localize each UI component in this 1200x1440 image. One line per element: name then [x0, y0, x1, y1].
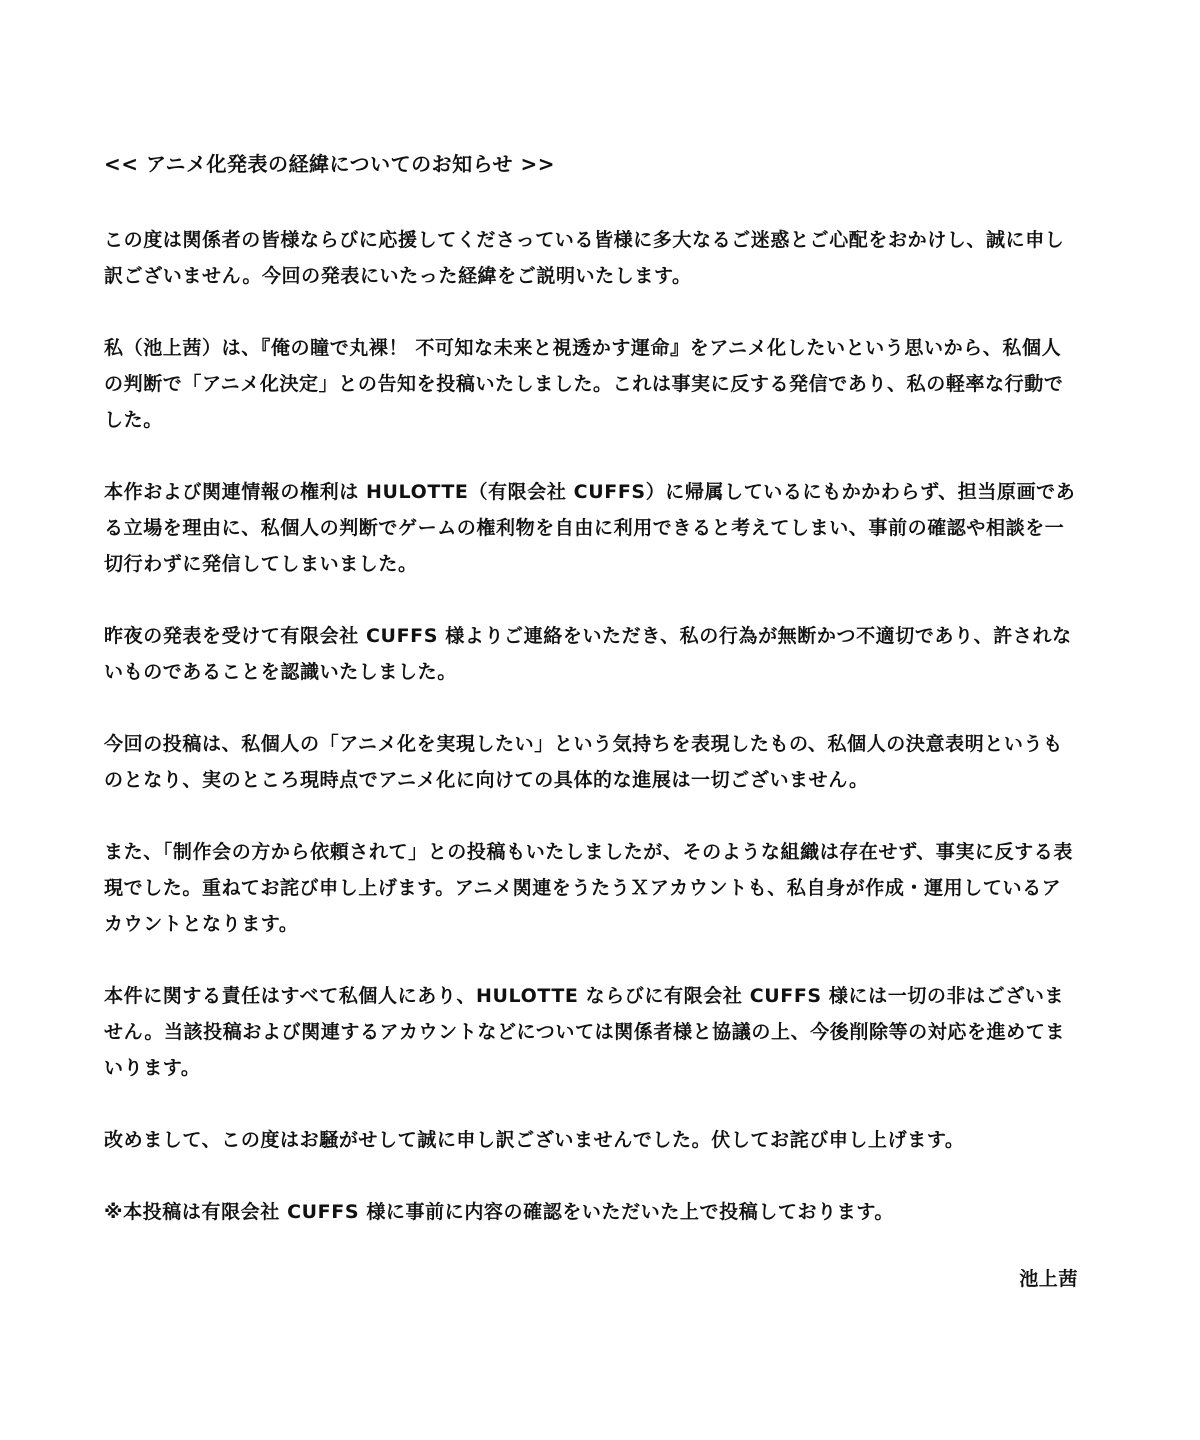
paragraph-rights: 本作および関連情報の権利は HULOTTE（有限会社 CUFFS）に帰属しているにもかかわらず、担当原画である立場を理由に、私個人の判断でゲームの権利物を自由に利用できると考えてしまい、事前の確認や相談を一切行わずに発信してしまいました。 — [104, 481, 1076, 575]
notice-title: << アニメ化発表の経緯についてのお知らせ >> — [104, 152, 555, 176]
paragraph-note: ※本投稿は有限会社 CUFFS 様に事前に内容の確認をいただいた上で投稿しております。 — [104, 1201, 894, 1223]
paragraph-announcement-origin: 私（池上茜）は、『俺の瞳で丸裸！ 不可知な未来と視透かす運命』をアニメ化したいという思いから、私個人の判断で「アニメ化決定」との告知を投稿いたしました。これは事実に反する発信であり、私の軽率な行動でした。 — [104, 337, 1064, 431]
paragraph-intent: 今回の投稿は、私個人の「アニメ化を実現したい」という気持ちを表現したもの、私個人の決意表明というものとなり、実のところ現時点でアニメ化に向けての具体的な進展は一切ございません。 — [104, 733, 1063, 791]
paragraph-closing: 改めまして、この度はお騒がせして誠に申し訳ございませんでした。伏してお詫び申し上げます。 — [104, 1129, 965, 1151]
paragraph-apology: この度は関係者の皆様ならびに応援してくださっている皆様に多大なるご迷惑とご心配をおかけし、誠に申し訳ございません。今回の発表にいたった経緯をご説明いたします。 — [104, 229, 1065, 287]
signature: 池上茜 — [1019, 1268, 1078, 1290]
paragraph-contact: 昨夜の発表を受けて有限会社 CUFFS 様よりご連絡をいただき、私の行為が無断かつ不適切であり、許されないものであることを認識いたしました。 — [104, 625, 1072, 683]
paragraph-correction: また、「制作会の方から依頼されて」との投稿もいたしましたが、そのような組織は存在せず、事実に反する表現でした。重ねてお詫び申し上げます。アニメ関連をうたうＸアカウントも、私自身が作成・運用しているアカウントとなります。 — [104, 841, 1073, 935]
paragraph-responsibility: 本件に関する責任はすべて私個人にあり、HULOTTE ならびに有限会社 CUFFS 様には一切の非はございません。当該投稿および関連するアカウントなどについては関係者様と協議の上、今後削除等の対応を進めてまいります。 — [104, 985, 1065, 1079]
notice-body — [104, 150, 1080, 1266]
